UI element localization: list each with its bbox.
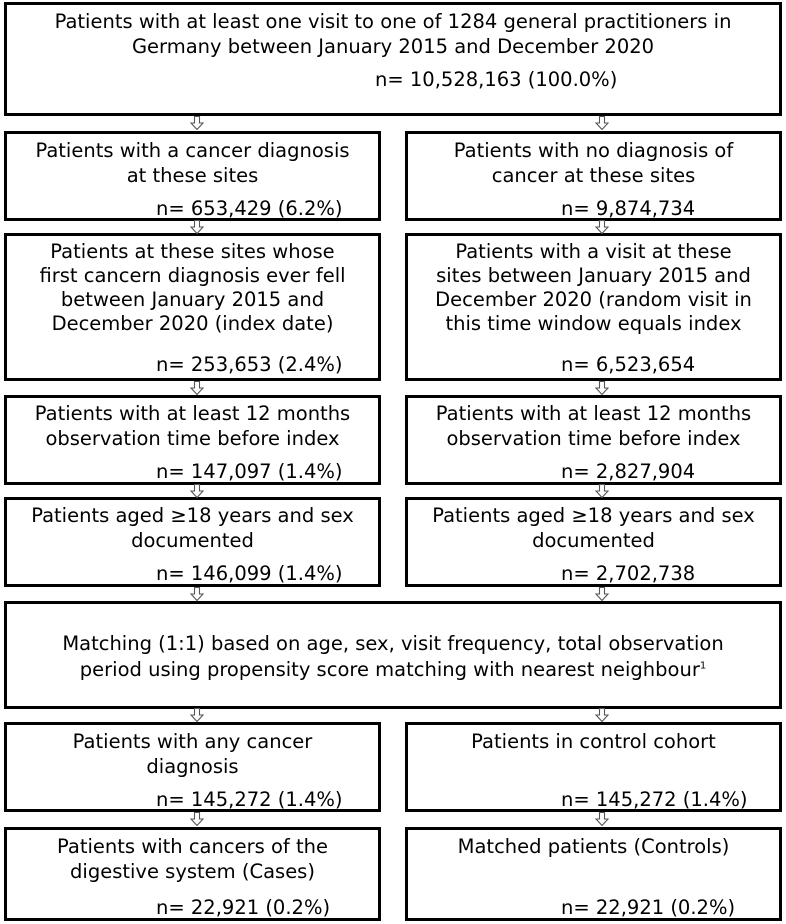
box-count: n= 146,099 (1.4%) bbox=[156, 562, 343, 585]
box-text: Patients with no diagnosis of bbox=[453, 139, 734, 162]
box-observation-time-cases bbox=[4, 395, 381, 485]
down-arrow-icon bbox=[595, 812, 609, 826]
down-arrow-icon bbox=[190, 812, 204, 826]
down-arrow-icon bbox=[595, 381, 609, 395]
box-all-patients bbox=[4, 2, 782, 116]
box-count: n= 22,921 (0.2%) bbox=[156, 896, 331, 919]
box-text: Patients with at least 12 months bbox=[34, 402, 351, 425]
box-text: Patients with at least one visit to one of 1284 general practitioners in bbox=[54, 10, 732, 33]
box-cancer-diagnosis bbox=[4, 131, 381, 221]
box-text: Patients with any cancer bbox=[72, 730, 313, 753]
box-any-cancer bbox=[4, 722, 381, 812]
box-count: n= 653,429 (6.2%) bbox=[156, 197, 343, 220]
box-text: Matched patients (Controls) bbox=[457, 835, 730, 858]
box-observation-time-controls bbox=[405, 395, 782, 485]
box-text: between January 2015 and bbox=[60, 288, 325, 311]
box-text: Patients aged ≥18 years and sex bbox=[31, 504, 354, 527]
box-count: n= 2,702,738 bbox=[561, 562, 696, 585]
box-count: n= 22,921 (0.2%) bbox=[561, 896, 736, 919]
box-text: Matching (1:1) based on age, sex, visit frequency, total observation bbox=[62, 632, 724, 655]
box-text: at these sites bbox=[126, 164, 259, 187]
footnote-marker: 1 bbox=[699, 660, 707, 672]
box-text: documented bbox=[532, 529, 655, 552]
box-control-cohort bbox=[405, 722, 782, 812]
down-arrow-icon bbox=[595, 116, 609, 130]
box-text: December 2020 (random visit in bbox=[435, 288, 752, 311]
box-text bbox=[7, 658, 779, 681]
box-text: observation time before index bbox=[45, 427, 340, 450]
box-text: Patients with a visit at these bbox=[455, 240, 732, 263]
box-text: this time window equals index bbox=[445, 312, 742, 335]
box-cases bbox=[4, 827, 381, 921]
down-arrow-icon bbox=[190, 116, 204, 130]
down-arrow-icon bbox=[595, 587, 609, 601]
box-count: n= 10,528,163 (100.0%) bbox=[375, 68, 618, 91]
box-controls bbox=[405, 827, 782, 921]
box-age-sex-cases bbox=[4, 497, 381, 587]
box-count: n= 147,097 (1.4%) bbox=[156, 460, 343, 483]
box-matching bbox=[4, 601, 782, 709]
box-text: Patients aged ≥18 years and sex bbox=[432, 504, 755, 527]
down-arrow-icon bbox=[595, 708, 609, 722]
box-count: n= 145,272 (1.4%) bbox=[156, 788, 343, 811]
box-first-cancer-diagnosis bbox=[4, 233, 381, 381]
matching-line2: period using propensity score matching with nearest neighbour bbox=[79, 658, 700, 681]
box-text: Patients with a cancer diagnosis bbox=[35, 139, 350, 162]
box-text: December 2020 (index date) bbox=[51, 312, 334, 335]
down-arrow-icon bbox=[190, 484, 204, 498]
box-text: Patients with at least 12 months bbox=[435, 402, 752, 425]
box-text: Patients with cancers of the bbox=[57, 835, 328, 858]
box-text: cancer at these sites bbox=[491, 164, 696, 187]
down-arrow-icon bbox=[595, 484, 609, 498]
box-count: n= 253,653 (2.4%) bbox=[156, 353, 343, 376]
box-visit-in-window bbox=[405, 233, 782, 381]
box-text: Germany between January 2015 and December 2020 bbox=[131, 35, 655, 58]
box-count: n= 145,272 (1.4%) bbox=[561, 788, 748, 811]
down-arrow-icon bbox=[190, 220, 204, 234]
box-text: documented bbox=[131, 529, 254, 552]
box-text: Patients in control cohort bbox=[471, 730, 716, 753]
down-arrow-icon bbox=[190, 381, 204, 395]
box-text: sites between January 2015 and bbox=[436, 264, 751, 287]
box-no-cancer-diagnosis bbox=[405, 131, 782, 221]
box-count: n= 9,874,734 bbox=[561, 197, 696, 220]
box-text: first cancern diagnosis ever fell bbox=[39, 264, 346, 287]
box-text: observation time before index bbox=[446, 427, 741, 450]
box-text: Patients at these sites whose bbox=[50, 240, 335, 263]
down-arrow-icon bbox=[190, 708, 204, 722]
box-count: n= 2,827,904 bbox=[561, 460, 696, 483]
box-text: digestive system (Cases) bbox=[70, 860, 315, 883]
down-arrow-icon bbox=[190, 587, 204, 601]
down-arrow-icon bbox=[595, 220, 609, 234]
box-age-sex-controls bbox=[405, 497, 782, 587]
box-text: diagnosis bbox=[146, 755, 239, 778]
box-count: n= 6,523,654 bbox=[561, 353, 696, 376]
